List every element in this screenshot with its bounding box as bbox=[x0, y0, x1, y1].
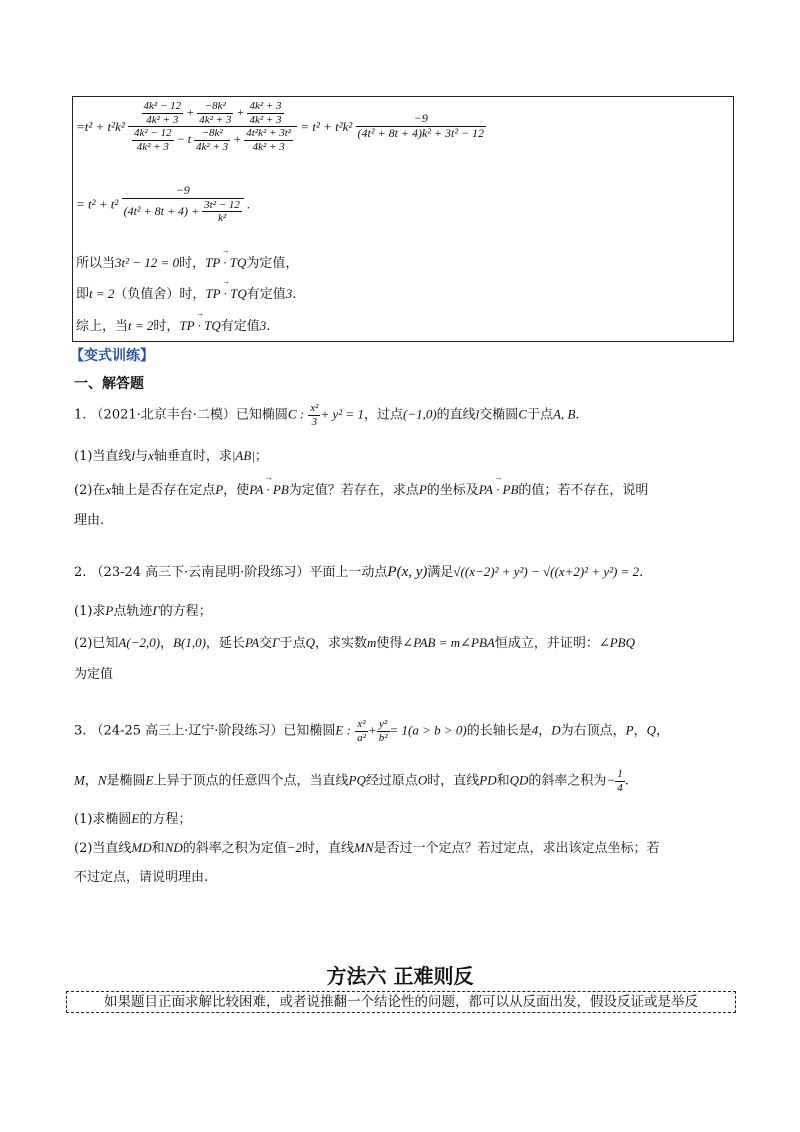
problem-3-stem-2: M，N是椭圆E上异于顶点的任意四个点，当直线PQ经过原点O时，直线PD和QD的斜率之积为− $\frac{1}{4}$ . bbox=[74, 768, 629, 794]
subsection-title: 一、解答题 bbox=[74, 376, 144, 392]
problem-2-q2-cont: 为定值 bbox=[74, 667, 114, 682]
solution-line-5: 综上，当t = 2时，→ TP · TQ有定值3. bbox=[76, 315, 270, 334]
problem-1-stem: 1. （2021·北京丰台·二模）已知椭圆C : $\frac{\text{x²}}{3}$ + y² = 1，过点(−1,0)的直线l交椭圆C于点A, B. bbox=[74, 402, 580, 428]
problem-1-q1: (1)当直线l与x轴垂直时，求|AB|； bbox=[74, 448, 268, 464]
problem-1-q2: (2)在x轴上是否存在定点P，使→ PA · PB为定值？若存在，求点P的坐标及→ PA · PB的值；若不存在，说明 bbox=[74, 479, 648, 498]
problem-3-q2: (2)当直线MD和ND的斜率之积为定值−2时，直线MN是否过一个定点？若过定点，求出该定点坐标；若 bbox=[74, 840, 660, 856]
problem-2-q1: (1)求P点轨迹Γ的方程； bbox=[74, 603, 212, 619]
section-title: 【变式训练】 bbox=[70, 348, 154, 364]
problem-3-q2-cont: 不过定点，请说明理由. bbox=[74, 870, 209, 885]
solution-line-2: = t² + t² −9 (4t² + 8t + 4) + $\frac{\text{3t² − 12}}{\text{k²}}$ . bbox=[76, 183, 251, 225]
solution-line-3: 所以当3t² − 12 = 0时，→ TP · TQ为定值， bbox=[76, 252, 298, 271]
problem-2-stem: 2. （23-24 高三下·云南昆明·阶段练习）平面上一动点P(x, y)满足√((x−2)² + y²) − √((x+2)² + y²) = 2. bbox=[74, 564, 644, 580]
solution-line-4: 即t = 2（负值舍）时，→ TP · TQ有定值3. bbox=[76, 283, 296, 302]
big-fraction: $\frac{\text{4k² − 12}}{\text{4k² + 3}}$ + $\frac{\text{−8k²}}{\text{4k² + 3}}$ + $\frac{\text{4k² + 3}}{\text{4k² + 3}}$ $\frac{\text{4k² − 12}}{\text{4k² + 3}}$ − t $\frac{\text{−8k²}}{\text{4k² + 3}}$ + $\frac{\text{4t²k² + 3t²}}{\text{4k² + 3}}$ bbox=[128, 100, 297, 154]
method-intro: 如果题目正面求解比较困难，或者说推翻一个结论性的问题，都可以从反面出发，假设反证或是举反 bbox=[66, 991, 736, 1013]
problem-3-stem: 3. （24-25 高三上·辽宁·阶段练习）已知椭圆E : $\frac{\text{x²}}{\text{a²}}$ + $\frac{\text{y²}}{\text{b²}}$ = 1(a > b > 0)的长轴长是4，D为右顶点，P，Q， bbox=[74, 718, 670, 744]
problem-3-q1: (1)求椭圆E的方程； bbox=[74, 811, 192, 827]
method-title: 方法六 正难则反 bbox=[326, 964, 474, 988]
problem-2-q2: (2)已知A(−2,0)，B(1,0)，延长PA交Γ于点Q，求实数m使得∠PAB = m∠PBA恒成立，并证明：∠PBQ bbox=[74, 635, 636, 651]
solution-line-1: =t² + t²k² $\frac{\text{4k² − 12}}{\text{4k² + 3}}$ + $\frac{\text{−8k²}}{\text{4k² + 3}}$ + $\frac{\text{4k² + 3}}{\text{4k² + 3}}$ $\frac{\text{4k² − 12}}{\text{4k² + 3}}$ − t $\frac{\text{−8k²}}{\text{4k² + 3}}$ + $\frac{\text{4t²k² + 3t²}}{\text{4k² + 3}}$ = t² + t²k² $\frac{-9}{\text{(4t² + 8t + 4)k² + 3t² − 12}}$ bbox=[76, 100, 485, 153]
problem-1-q2-cont: 理由. bbox=[74, 513, 105, 528]
